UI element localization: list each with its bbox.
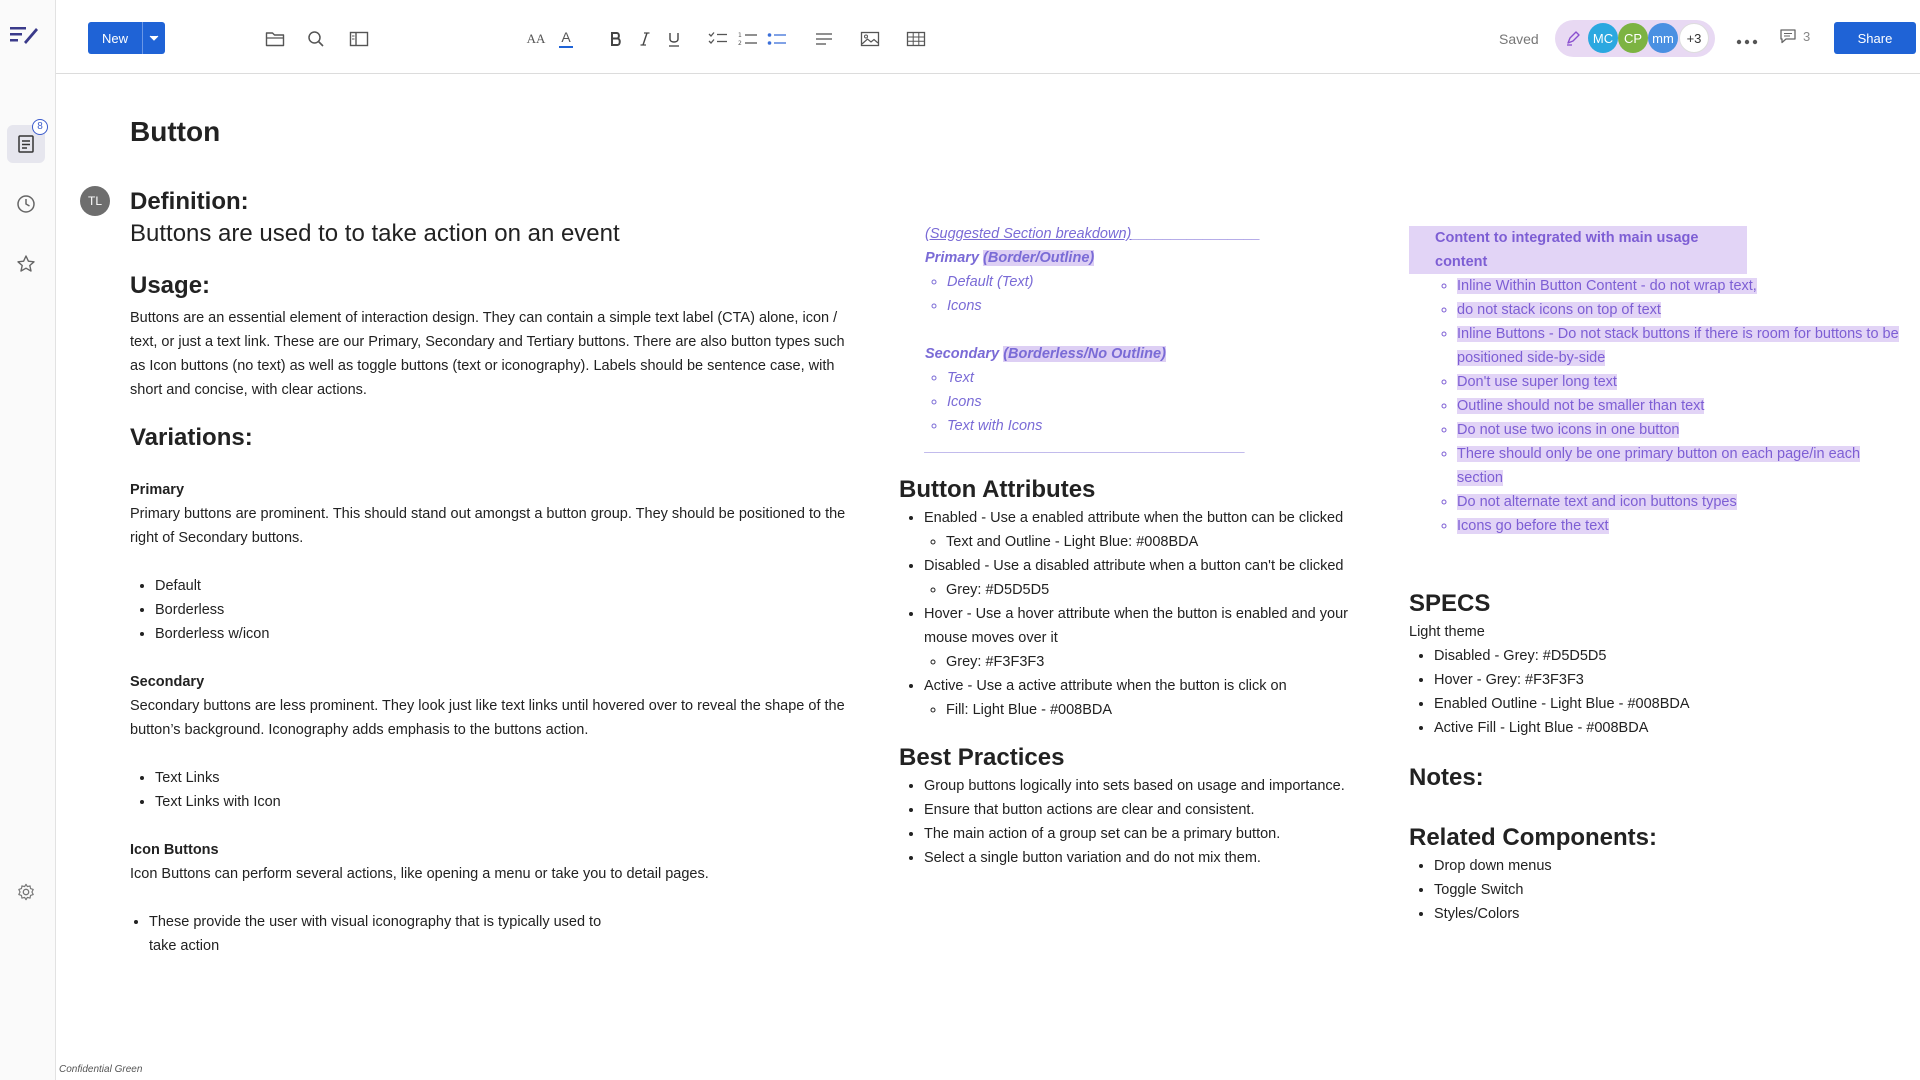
list-item: • Disabled - Grey: #D5D5D5 [1434,644,1905,668]
list-item [1457,418,1905,442]
italic-button[interactable] [632,26,658,52]
text-color-label: A [561,29,571,45]
list-item: • Text Links with Icon [155,790,850,814]
avatar-initials: CP [1623,30,1643,46]
best-practices-list [899,774,1369,870]
note-text: Do not use two icons in one button [1457,422,1680,438]
app-logo-icon[interactable] [10,24,38,46]
svg-text:1: 1 [738,32,742,39]
suggested-breakdown-heading [925,222,1369,246]
list-item: • Group buttons logically into sets based on usage and importance. [924,774,1369,798]
open-folder-button[interactable] [262,26,288,52]
checklist-icon [708,31,728,47]
folder-icon [265,30,285,48]
primary-text: Primary buttons are prominent. This should stand out amongst a button group. They should be positioned to the right of Secondary buttons. [130,506,846,546]
page-title[interactable]: Button [130,116,221,147]
list-item [1457,514,1905,538]
search-icon [307,30,325,48]
list-item: ◦ Text and Outline - Light Blue: #008BDA [946,530,1369,554]
numbered-list-icon [738,31,758,47]
secondary-heading: Secondary [130,674,205,690]
confidentiality-label: Confidential Green [59,1064,143,1075]
save-status: Saved [1499,31,1539,47]
list-item: ◦ Default (Text) [947,270,1369,294]
variations-heading: Variations: [130,424,253,451]
specs-theme: Light theme [1409,624,1485,640]
rail-favorites-button[interactable] [7,245,45,283]
table-icon [906,31,926,47]
attribute-text: Enabled - Use a enabled attribute when the button can be clicked [924,510,1344,526]
primary-list [130,574,850,646]
insert-table-button[interactable] [903,26,929,52]
notes-heading: Notes: [1409,764,1484,791]
suggested-secondary-label [925,342,1369,366]
suggested-primary-text: Primary [925,250,980,266]
content-notes-heading: Content to integrated with main usage content [1409,226,1747,274]
list-item: • Ensure that button actions are clear and consistent. [924,798,1369,822]
sidebar-panel-icon [349,31,369,47]
avatar[interactable] [1588,23,1618,53]
usage-heading: Usage: [130,272,211,299]
author-initials: TL [87,194,102,208]
new-button[interactable]: New [88,22,142,54]
list-item: ◦ Grey: #F3F3F3 [946,650,1369,674]
list-item: • Active Fill - Light Blue - #008BDA [1434,716,1905,740]
list-item: ◦ Icons [947,390,1369,414]
left-rail [0,0,56,1080]
list-item [924,506,1369,554]
definition-heading: Definition: [130,188,249,215]
suggested-heading-trail: ________________ [1131,226,1261,242]
list-item [149,910,850,958]
suggested-divider: ________________________________________________ [925,440,1246,454]
underline-button[interactable] [661,26,687,52]
list-item: • Borderless w/icon [155,622,850,646]
new-button-group [88,22,165,54]
list-item: • Borderless [155,598,850,622]
star-icon [16,254,36,274]
list-item: • The main action of a group set can be a primary button. [924,822,1369,846]
list-item-line: take action [149,938,220,954]
share-button[interactable]: Share [1834,22,1916,54]
insert-image-button[interactable] [857,26,883,52]
list-item: ◦ Icons [947,294,1369,318]
note-text: Icons go before the text [1457,518,1609,534]
author-avatar[interactable] [80,186,110,216]
suggested-primary-list [925,270,1369,318]
list-item [1457,370,1905,394]
comments-button[interactable] [1779,28,1810,44]
suggested-primary-highlight: (Border/Outline) [983,250,1095,266]
primary-heading: Primary [130,482,185,498]
list-item: • Hover - Grey: #F3F3F3 [1434,668,1905,692]
list-item: • Select a single button variation and do not mix them. [924,846,1369,870]
comment-icon [1779,28,1797,44]
font-size-label: AA [526,31,546,46]
svg-text:2: 2 [738,40,742,47]
related-components-list [1409,854,1905,926]
list-item [1457,298,1905,322]
italic-icon [640,32,650,46]
note-text: do not stack icons on top of text [1457,302,1661,318]
list-item [1457,490,1905,514]
toggle-panel-button[interactable] [346,26,372,52]
top-toolbar [56,0,1920,74]
bold-button[interactable] [603,26,629,52]
specs-heading: SPECS [1409,590,1491,617]
avatar-initials: mm [1652,30,1674,46]
list-item: • Toggle Switch [1434,878,1905,902]
rail-pages-button[interactable] [7,121,45,163]
align-button[interactable] [811,26,837,52]
suggested-primary-label [925,246,1369,270]
list-item: • Enabled Outline - Light Blue - #008BDA [1434,692,1905,716]
note-text: Inline Buttons - Do not stack buttons if there is room for buttons to be positioned side-by-side [1457,326,1899,366]
align-left-icon [815,32,833,46]
list-item [924,674,1369,722]
specs-list [1409,644,1905,740]
attribute-text: Disabled - Use a disabled attribute when a button can't be clicked [924,558,1344,574]
list-item [1457,322,1905,370]
rail-settings-button[interactable] [7,873,45,911]
search-button[interactable] [303,26,329,52]
icon-buttons-text: Icon Buttons can perform several actions, like opening a menu or take you to detail pages. [130,866,709,882]
avatar[interactable] [1618,23,1648,53]
rail-history-button[interactable] [7,185,45,223]
chevron-down-icon [149,35,159,41]
best-practices-heading: Best Practices [899,744,1065,771]
suggested-secondary-list [925,366,1369,438]
list-item: ◦ Fill: Light Blue - #008BDA [946,698,1369,722]
middle-content-column [899,222,1369,870]
secondary-text: Secondary buttons are less prominent. They look just like text links until hovered over to reveal the shape of the button’s background. Iconography adds emphasis to the buttons action. [130,698,845,738]
list-item: ◦ Text with Icons [947,414,1369,438]
attribute-text: Hover - Use a hover attribute when the button is enabled and your mouse moves over it [924,606,1348,646]
note-text: Don't use super long text [1457,374,1617,390]
secondary-list [130,766,850,814]
suggested-secondary-highlight: (Borderless/No Outline) [1003,346,1166,362]
content-notes-list [1435,274,1905,538]
list-item: • Styles/Colors [1434,902,1905,926]
list-item [924,554,1369,602]
more-collaborators-badge[interactable] [1679,23,1709,53]
avatar-initials: MC [1592,30,1614,46]
note-text: Do not alternate text and icon buttons types [1457,494,1737,510]
icon-buttons-list [130,910,850,958]
font-size-button[interactable] [523,26,549,52]
pages-count-badge: 8 [32,119,48,135]
highlighter-icon[interactable] [1558,23,1588,53]
ellipsis-icon [1736,39,1758,45]
suggested-heading-text: (Suggested Section breakdown) [925,226,1132,242]
list-item [1457,394,1905,418]
avatar[interactable] [1648,23,1678,53]
list-item-line: These provide the user with visual iconography that is typically used to [149,914,602,930]
checklist-button[interactable] [705,26,731,52]
list-item [924,602,1369,674]
suggested-secondary-text: Secondary [925,346,1000,362]
list-item [1457,274,1905,298]
list-item: • Drop down menus [1434,854,1905,878]
main-content-column [130,186,850,958]
list-item: • Text Links [155,766,850,790]
list-item [1457,442,1905,490]
note-text: Outline should not be smaller than text [1457,398,1705,414]
bullet-list-icon [767,31,787,47]
related-components-heading: Related Components: [1409,824,1658,851]
attribute-text: Active - Use a active attribute when the button is click on [924,678,1287,694]
more-options-button[interactable] [1736,28,1758,51]
definition-text: Buttons are used to to take action on an event [130,220,620,247]
underline-icon [668,32,680,47]
comment-count: 3 [1803,28,1811,44]
clock-icon [16,194,36,214]
collaborators-group[interactable] [1555,20,1715,57]
text-color-button[interactable] [553,26,579,52]
list-item: ◦ Text [947,366,1369,390]
note-text: Inline Within Button Content - do not wrap text, [1457,278,1757,294]
right-content-column [1409,226,1905,926]
list-item: ◦ Grey: #D5D5D5 [946,578,1369,602]
button-attributes-heading: Button Attributes [899,476,1096,503]
gear-icon [17,883,35,901]
document-list-icon [16,134,36,154]
list-item: • Default [155,574,850,598]
numbered-list-button[interactable] [735,26,761,52]
icon-buttons-heading: Icon Buttons [130,842,219,858]
note-text: There should only be one primary button on each page/in each section [1457,446,1861,486]
bold-icon [610,32,622,46]
image-icon [860,31,880,47]
bullet-list-button[interactable] [764,26,790,52]
usage-text: Buttons are an essential element of interaction design. They can contain a simple text label (CTA) alone, icon / text, or just a text link. These are our Primary, Secondary and Tertiary buttons. There are also button types such as Icon buttons (no text) as well as toggle buttons (text or iconography). Labels should be sentence case, with short and concise, with clear actions. [130,310,845,398]
text-color-swatch [559,46,573,48]
attributes-list [899,506,1369,722]
more-collaborators-count: +3 [1686,30,1702,46]
new-dropdown-button[interactable] [142,22,165,54]
